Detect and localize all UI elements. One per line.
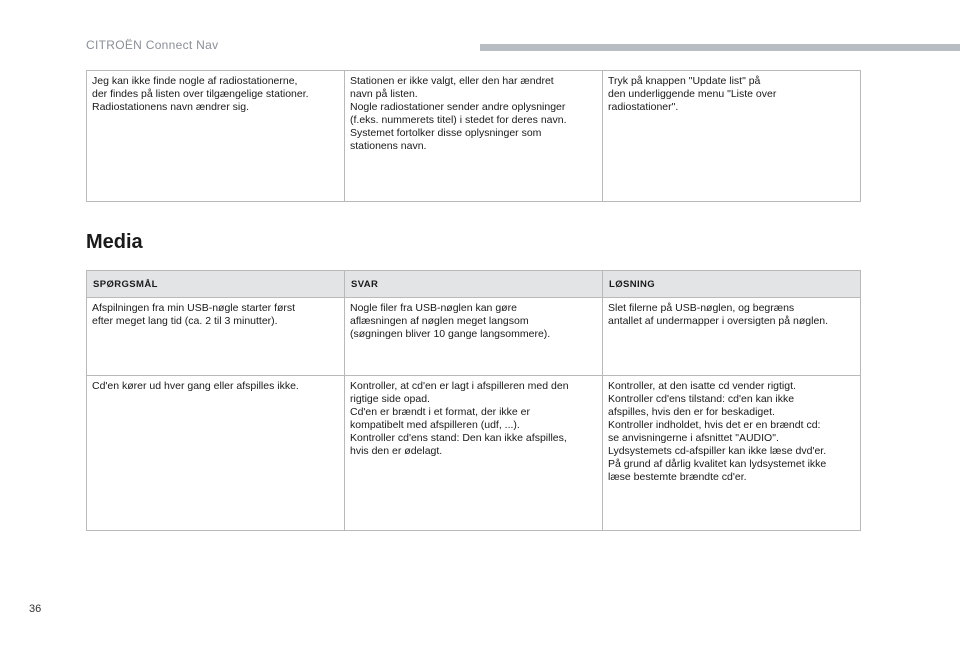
answer-cell: Kontroller, at cd'en er lagt i afspilleren med den rigtige side opad. Cd'en er brændt i et format, der ikke er kompatibelt med afspilleren (udf, ...). Kontroller cd'ens stand: Den kan ikke afspilles, hvis den er ødelagt. [345,376,603,531]
solution-cell: Slet filerne på USB-nøglen, og begræns antallet af undermapper i oversigten på nøglen. [603,298,861,376]
header-bar [480,44,960,51]
solution-cell: Tryk på knappen "Update list" på den underliggende menu "Liste over radiostationer". [603,71,861,202]
column-header-question: SPØRGSMÅL [87,271,345,298]
question-cell: Cd'en kører ud hver gang eller afspilles ikke. [87,376,345,531]
section-heading: Media [86,231,143,253]
table-row [87,298,861,376]
question-cell: Jeg kan ikke finde nogle af radiostationerne, der findes på listen over tilgængelige stationer. Radiostationens navn ændrer sig. [87,71,345,202]
radio-troubleshooting-table [86,70,861,202]
solution-cell: Kontroller, at den isatte cd vender rigtigt. Kontroller cd'ens tilstand: cd'en kan ikke afspilles, hvis den er for beskadiget. Kontroller indholdet, hvis det er en brændt cd: se anvisningerne i afsnittet "AUDIO". Lydsystemets cd-afspiller kan ikke læse dvd'er. På grund af dårlig kvalitet kan lydsystemet ikke læse bestemte brændte cd'er. [603,376,861,531]
column-header-solution: LØSNING [603,271,861,298]
answer-cell: Stationen er ikke valgt, eller den har ændret navn på listen. Nogle radiostationer sender andre oplysninger (f.eks. nummerets titel) i stedet for deres navn. Systemet fortolker disse oplysninger som stationens navn. [345,71,603,202]
table-header-row [87,271,861,298]
document-header-title: CITROËN Connect Nav [86,38,219,52]
answer-cell: Nogle filer fra USB-nøglen kan gøre aflæsningen af nøglen meget langsom (søgningen bliver 10 gange langsommere). [345,298,603,376]
column-header-answer: SVAR [345,271,603,298]
table-row [87,376,861,531]
media-troubleshooting-table [86,270,861,531]
table-row [87,71,861,202]
page-number: 36 [29,603,42,615]
question-cell: Afspilningen fra min USB-nøgle starter først efter meget lang tid (ca. 2 til 3 minutter). [87,298,345,376]
